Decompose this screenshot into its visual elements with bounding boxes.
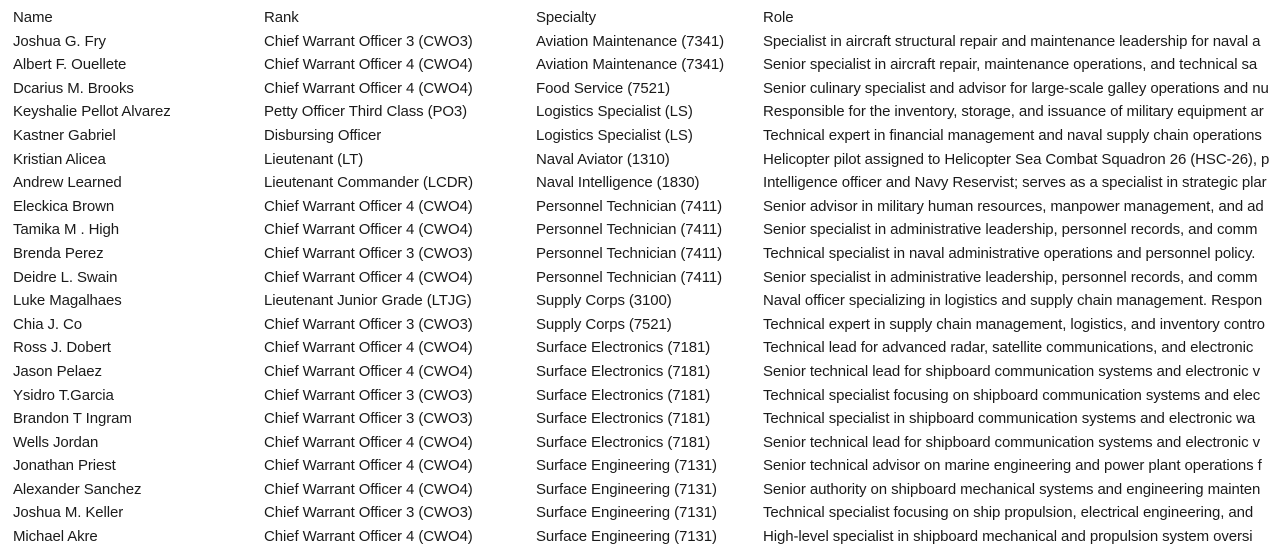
cell-name[interactable]: Tamika M . High (13, 221, 120, 239)
cell-specialty[interactable]: Logistics Specialist (LS) (536, 126, 693, 144)
cell-specialty[interactable]: Logistics Specialist (LS) (536, 103, 693, 121)
cell-role[interactable]: Technical specialist focusing on shipboard communication systems and elec (763, 386, 1261, 404)
cell-specialty[interactable]: Surface Electronics (7181) (536, 410, 711, 428)
cell-specialty[interactable]: Surface Engineering (7131) (536, 528, 717, 546)
cell-role[interactable]: Senior specialist in administrative leadership, personnel records, and comm (763, 221, 1258, 239)
column-header-role[interactable]: Role (763, 9, 794, 26)
cell-role[interactable]: Senior authority on shipboard mechanical systems and engineering mainten (763, 480, 1261, 498)
table-row (0, 77, 1280, 101)
cell-role[interactable]: Senior specialist in aircraft repair, maintenance operations, and technical sa (763, 56, 1258, 74)
cell-name[interactable]: Kastner Gabriel (13, 126, 116, 144)
cell-rank[interactable]: Chief Warrant Officer 3 (CWO3) (264, 504, 473, 522)
cell-rank[interactable]: Chief Warrant Officer 4 (CWO4) (264, 362, 473, 380)
cell-rank[interactable]: Lieutenant Junior Grade (LTJG) (264, 292, 472, 310)
cell-specialty[interactable]: Naval Aviator (1310) (536, 150, 670, 168)
cell-role[interactable]: Technical specialist in shipboard communication systems and electronic wa (763, 410, 1256, 428)
cell-role[interactable]: Technical specialist focusing on ship propulsion, electrical engineering, and (763, 504, 1254, 522)
cell-rank[interactable]: Disbursing Officer (264, 126, 382, 144)
cell-specialty[interactable]: Surface Electronics (7181) (536, 362, 711, 380)
cell-role[interactable]: Senior advisor in military human resources, manpower management, and ad (763, 197, 1264, 215)
cell-rank[interactable]: Chief Warrant Officer 4 (CWO4) (264, 197, 473, 215)
table-row (0, 525, 1280, 549)
cell-rank[interactable]: Chief Warrant Officer 3 (CWO3) (264, 32, 473, 50)
table-row (0, 313, 1280, 337)
cell-name[interactable]: Joshua M. Keller (13, 504, 124, 522)
cell-role[interactable]: Senior technical advisor on marine engineering and power plant operations f (763, 457, 1262, 475)
cell-role[interactable]: Senior specialist in administrative leadership, personnel records, and comm (763, 268, 1258, 286)
cell-specialty[interactable]: Surface Engineering (7131) (536, 457, 717, 475)
cell-specialty[interactable]: Aviation Maintenance (7341) (536, 56, 724, 74)
table-row (0, 501, 1280, 525)
table-row (0, 100, 1280, 124)
cell-rank[interactable]: Petty Officer Third Class (PO3) (264, 103, 468, 121)
cell-rank[interactable]: Chief Warrant Officer 4 (CWO4) (264, 480, 473, 498)
cell-rank[interactable]: Chief Warrant Officer 3 (CWO3) (264, 386, 473, 404)
cell-name[interactable]: Ysidro T.Garcia (13, 386, 114, 404)
cell-specialty[interactable]: Surface Electronics (7181) (536, 433, 711, 451)
cell-role[interactable]: Technical expert in supply chain management, logistics, and inventory contro (763, 315, 1265, 333)
cell-role[interactable]: Helicopter pilot assigned to Helicopter Sea Combat Squadron 26 (HSC-26), p (763, 150, 1270, 168)
cell-specialty[interactable]: Supply Corps (7521) (536, 315, 672, 333)
cell-role[interactable]: Senior culinary specialist and advisor for large-scale galley operations and nu (763, 79, 1269, 97)
cell-specialty[interactable]: Surface Engineering (7131) (536, 480, 717, 498)
cell-specialty[interactable]: Surface Electronics (7181) (536, 339, 711, 357)
table-row (0, 431, 1280, 455)
cell-specialty[interactable]: Naval Intelligence (1830) (536, 174, 700, 192)
cell-rank[interactable]: Lieutenant (LT) (264, 150, 364, 168)
cell-rank[interactable]: Chief Warrant Officer 3 (CWO3) (264, 410, 473, 428)
cell-name[interactable]: Alexander Sanchez (13, 480, 142, 498)
cell-specialty[interactable]: Personnel Technician (7411) (536, 268, 723, 286)
cell-role[interactable]: Senior technical lead for shipboard communication systems and electronic v (763, 362, 1261, 380)
table-row (0, 407, 1280, 431)
cell-rank[interactable]: Chief Warrant Officer 4 (CWO4) (264, 457, 473, 475)
cell-rank[interactable]: Chief Warrant Officer 4 (CWO4) (264, 79, 473, 97)
cell-role[interactable]: Technical expert in financial management and naval supply chain operations (763, 126, 1262, 144)
table-row (0, 454, 1280, 478)
cell-specialty[interactable]: Surface Engineering (7131) (536, 504, 717, 522)
cell-specialty[interactable]: Personnel Technician (7411) (536, 244, 723, 262)
cell-name[interactable]: Brandon T Ingram (13, 410, 132, 428)
cell-rank[interactable]: Chief Warrant Officer 4 (CWO4) (264, 528, 473, 546)
table-row (0, 360, 1280, 384)
cell-rank[interactable]: Chief Warrant Officer 4 (CWO4) (264, 339, 473, 357)
cell-name[interactable]: Andrew Learned (13, 174, 122, 192)
cell-name[interactable]: Luke Magalhaes (13, 292, 122, 310)
table-row (0, 171, 1280, 195)
column-header-rank[interactable]: Rank (264, 9, 299, 26)
column-header-name[interactable]: Name (13, 9, 53, 26)
cell-name[interactable]: Ross J. Dobert (13, 339, 111, 357)
cell-role[interactable]: Specialist in aircraft structural repair and maintenance leadership for naval a (763, 32, 1261, 50)
table-row (0, 30, 1280, 54)
table-row (0, 53, 1280, 77)
cell-rank[interactable]: Chief Warrant Officer 4 (CWO4) (264, 268, 473, 286)
cell-rank[interactable]: Lieutenant Commander (LCDR) (264, 174, 474, 192)
cell-name[interactable]: Albert F. Ouellete (13, 56, 127, 74)
cell-role[interactable]: Intelligence officer and Navy Reservist; serves as a specialist in strategic plar (763, 174, 1267, 192)
cell-specialty[interactable]: Supply Corps (3100) (536, 292, 672, 310)
table-row (0, 384, 1280, 408)
cell-name[interactable]: Keyshalie Pellot Alvarez (13, 103, 171, 121)
cell-name[interactable]: Jason Pelaez (13, 362, 102, 380)
table-row (0, 195, 1280, 219)
cell-name[interactable]: Chia J. Co (13, 315, 83, 333)
cell-specialty[interactable]: Surface Electronics (7181) (536, 386, 711, 404)
cell-name[interactable]: Michael Akre (13, 528, 98, 546)
cell-rank[interactable]: Chief Warrant Officer 4 (CWO4) (264, 221, 473, 239)
cell-role[interactable]: Technical specialist in naval administrative operations and personnel policy. (763, 244, 1256, 262)
table-row (0, 289, 1280, 313)
cell-specialty[interactable]: Food Service (7521) (536, 79, 671, 97)
cell-name[interactable]: Brenda Perez (13, 244, 104, 262)
cell-rank[interactable]: Chief Warrant Officer 4 (CWO4) (264, 433, 473, 451)
cell-name[interactable]: Deidre L. Swain (13, 268, 118, 286)
column-header-specialty[interactable]: Specialty (536, 9, 596, 26)
cell-name[interactable]: Dcarius M. Brooks (13, 79, 134, 97)
cell-role[interactable]: Technical lead for advanced radar, satellite communications, and electronic (763, 339, 1254, 357)
table-row (0, 242, 1280, 266)
table-body (0, 30, 1280, 549)
cell-role[interactable]: High-level specialist in shipboard mechanical and propulsion system oversi (763, 528, 1253, 546)
table-row (0, 218, 1280, 242)
cell-rank[interactable]: Chief Warrant Officer 3 (CWO3) (264, 315, 473, 333)
cell-name[interactable]: Jonathan Priest (13, 457, 116, 475)
cell-name[interactable]: Joshua G. Fry (13, 32, 106, 50)
cell-name[interactable]: Kristian Alicea (13, 150, 106, 168)
personnel-table (0, 6, 1280, 549)
cell-rank[interactable]: Chief Warrant Officer 3 (CWO3) (264, 244, 473, 262)
table-row (0, 336, 1280, 360)
cell-role[interactable]: Senior technical lead for shipboard communication systems and electronic v (763, 433, 1261, 451)
table-row (0, 148, 1280, 172)
cell-specialty[interactable]: Personnel Technician (7411) (536, 197, 723, 215)
table-row (0, 266, 1280, 290)
table-header-row (0, 6, 1280, 30)
table-row (0, 478, 1280, 502)
cell-specialty[interactable]: Aviation Maintenance (7341) (536, 32, 724, 50)
cell-name[interactable]: Wells Jordan (13, 433, 99, 451)
cell-role[interactable]: Naval officer specializing in logistics and supply chain management. Respon (763, 292, 1263, 310)
cell-rank[interactable]: Chief Warrant Officer 4 (CWO4) (264, 56, 473, 74)
cell-name[interactable]: Eleckica Brown (13, 197, 115, 215)
cell-specialty[interactable]: Personnel Technician (7411) (536, 221, 723, 239)
cell-role[interactable]: Responsible for the inventory, storage, and issuance of military equipment ar (763, 103, 1264, 121)
table-row (0, 124, 1280, 148)
